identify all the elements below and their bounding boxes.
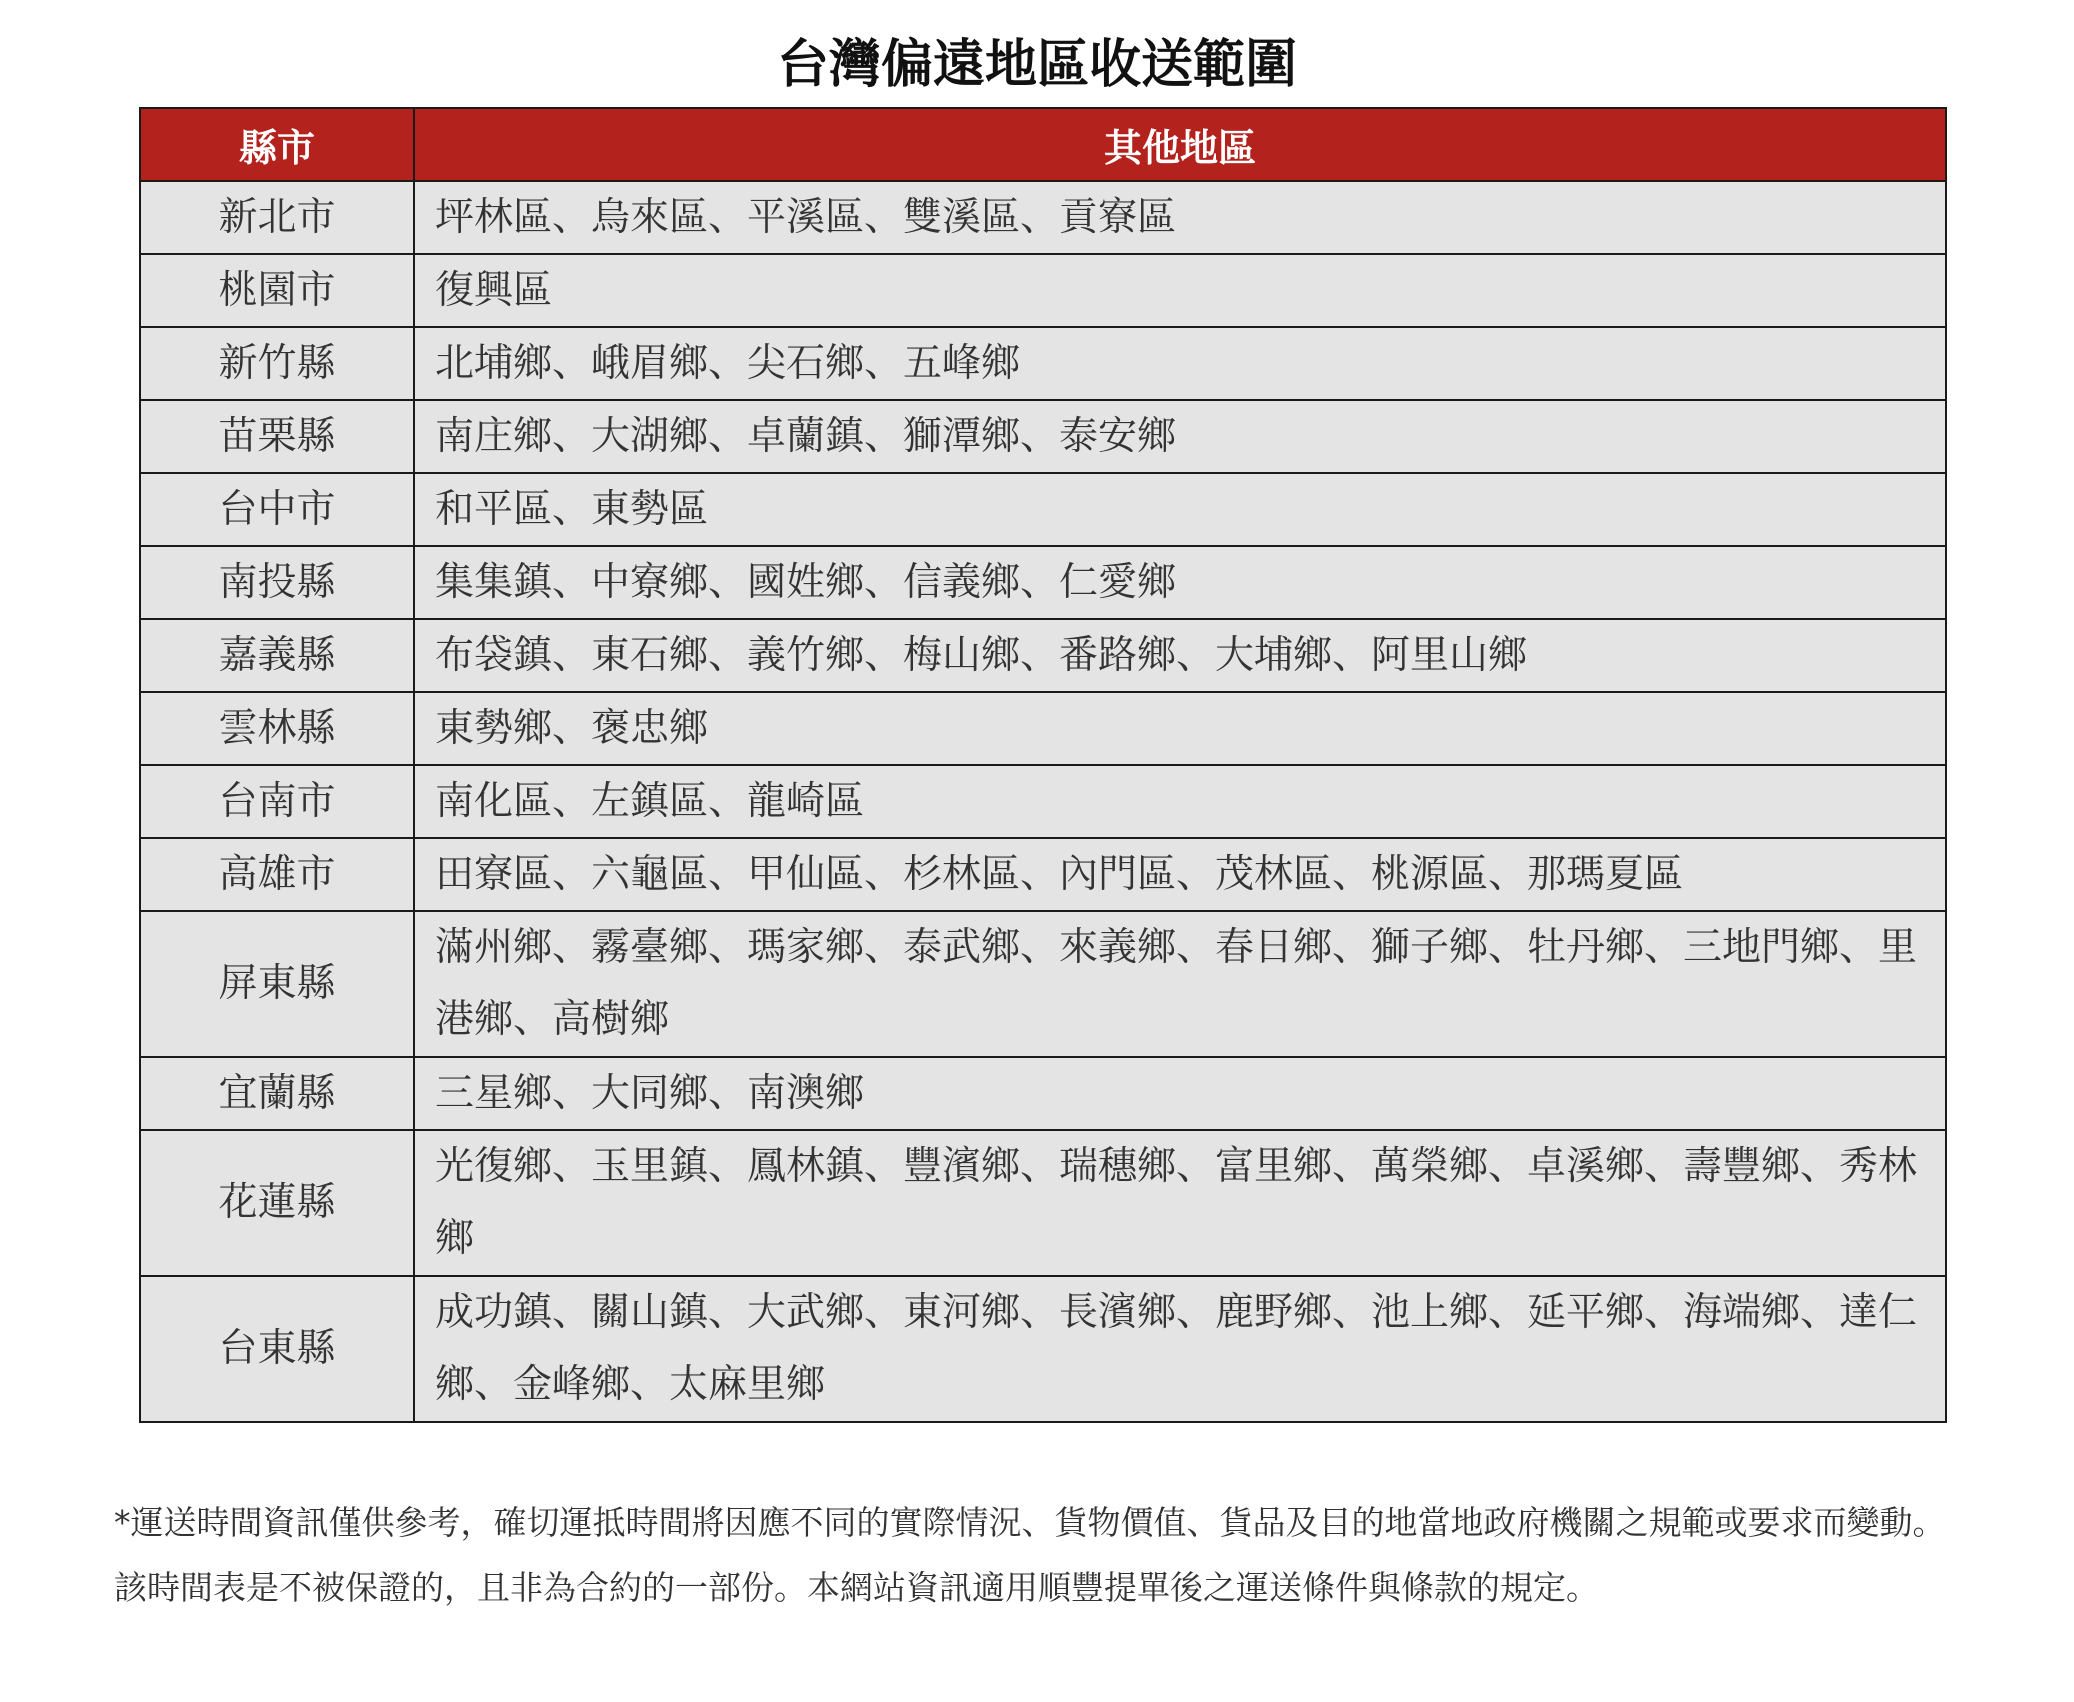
table-row (140, 327, 1946, 400)
county-cell: 雲林縣 (140, 692, 414, 765)
table-row (140, 181, 1946, 254)
column-header-county: 縣市 (140, 108, 414, 181)
column-header-areas: 其他地區 (414, 108, 1946, 181)
areas-cell: 坪林區、烏來區、平溪區、雙溪區、貢寮區 (414, 181, 1946, 254)
table-row (140, 400, 1946, 473)
areas-cell: 南庄鄉、大湖鄉、卓蘭鎮、獅潭鄉、泰安鄉 (414, 400, 1946, 473)
county-cell: 苗栗縣 (140, 400, 414, 473)
areas-cell: 復興區 (414, 254, 1946, 327)
county-cell: 台東縣 (140, 1276, 414, 1422)
areas-cell: 集集鎮、中寮鄉、國姓鄉、信義鄉、仁愛鄉 (414, 546, 1946, 619)
county-cell: 屏東縣 (140, 911, 414, 1057)
areas-cell: 滿州鄉、霧臺鄉、瑪家鄉、泰武鄉、來義鄉、春日鄉、獅子鄉、牡丹鄉、三地門鄉、里港鄉、高樹鄉 (414, 911, 1946, 1057)
areas-cell: 三星鄉、大同鄉、南澳鄉 (414, 1057, 1946, 1130)
table-row (140, 1057, 1946, 1130)
table-row (140, 838, 1946, 911)
county-cell: 台中市 (140, 473, 414, 546)
table-row (140, 911, 1946, 1057)
table-row (140, 619, 1946, 692)
county-cell: 南投縣 (140, 546, 414, 619)
table-row (140, 254, 1946, 327)
table-row (140, 1130, 1946, 1276)
county-cell: 花蓮縣 (140, 1130, 414, 1276)
page-title: 台灣偏遠地區收送範圍 (776, 35, 1297, 95)
areas-cell: 田寮區、六龜區、甲仙區、杉林區、內門區、茂林區、桃源區、那瑪夏區 (414, 838, 1946, 911)
county-cell: 宜蘭縣 (140, 1057, 414, 1130)
county-cell: 新北市 (140, 181, 414, 254)
table-row (140, 765, 1946, 838)
areas-cell: 布袋鎮、東石鄉、義竹鄉、梅山鄉、番路鄉、大埔鄉、阿里山鄉 (414, 619, 1946, 692)
county-cell: 桃園市 (140, 254, 414, 327)
areas-cell: 成功鎮、關山鎮、大武鄉、東河鄉、長濱鄉、鹿野鄉、池上鄉、延平鄉、海端鄉、達仁鄉、金峰鄉、太麻里鄉 (414, 1276, 1946, 1422)
disclaimer-footnote: *運送時間資訊僅供參考，確切運抵時間將因應不同的實際情況、貨物價值、貨品及目的地當地政府機關之規範或要求而變動。該時間表是不被保證的，且非為合約的一部份。本網站資訊適用順豐提單後之運送條件與條款的規定。 (114, 1503, 1946, 1607)
table-row (140, 473, 1946, 546)
table-row (140, 692, 1946, 765)
remote-area-table (139, 107, 1947, 1423)
table-row (140, 1276, 1946, 1422)
county-cell: 高雄市 (140, 838, 414, 911)
table-row (140, 546, 1946, 619)
county-cell: 台南市 (140, 765, 414, 838)
table-header-row (140, 108, 1946, 181)
areas-cell: 北埔鄉、峨眉鄉、尖石鄉、五峰鄉 (414, 327, 1946, 400)
county-cell: 新竹縣 (140, 327, 414, 400)
areas-cell: 和平區、東勢區 (414, 473, 1946, 546)
areas-cell: 南化區、左鎮區、龍崎區 (414, 765, 1946, 838)
areas-cell: 光復鄉、玉里鎮、鳳林鎮、豐濱鄉、瑞穗鄉、富里鄉、萬榮鄉、卓溪鄉、壽豐鄉、秀林鄉 (414, 1130, 1946, 1276)
county-cell: 嘉義縣 (140, 619, 414, 692)
areas-cell: 東勢鄉、褒忠鄉 (414, 692, 1946, 765)
